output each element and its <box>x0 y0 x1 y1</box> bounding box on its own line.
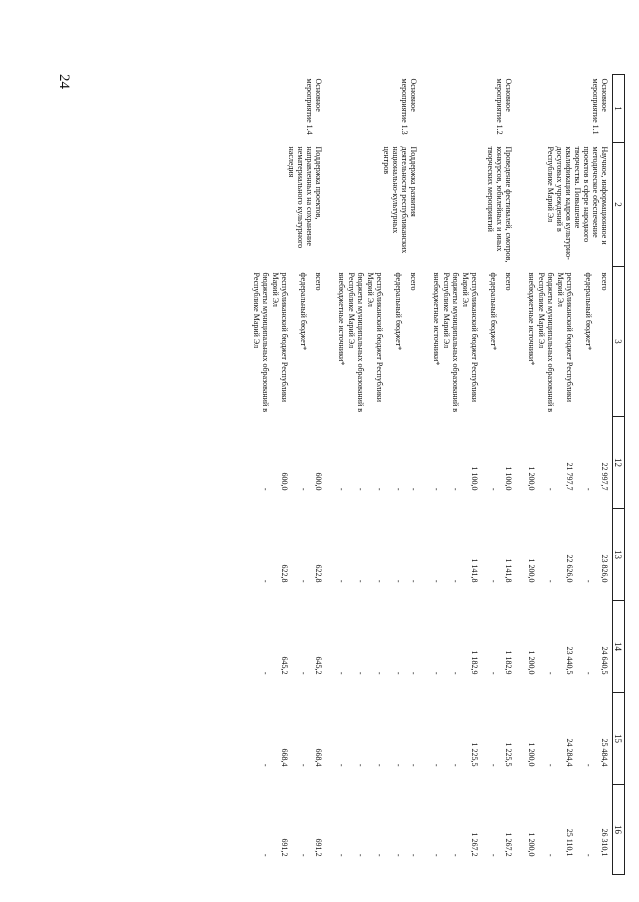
activity-code: Основное мероприятие 1.1 <box>591 78 609 135</box>
value-cell-15: - <box>546 763 556 767</box>
col-header: 16 <box>613 785 625 875</box>
funding-source: федеральный бюджет* <box>584 272 594 351</box>
activity-code: Основное мероприятие 1.4 <box>305 78 324 135</box>
funding-source: внебюджетные источники* <box>527 272 537 366</box>
value-cell-16: - <box>337 853 347 857</box>
funding-source: республиканский бюджет Республики Марий Эл <box>556 272 575 403</box>
value-cell-13: 1 141,8 <box>470 558 480 583</box>
table-row <box>499 75 518 875</box>
value-cell-14: 23 440,5 <box>565 646 575 675</box>
value-cell-15: - <box>489 763 499 767</box>
value-cell-13: - <box>409 579 419 583</box>
value-cell-14: - <box>546 671 556 675</box>
value-cell-14: - <box>299 671 309 675</box>
value-cell-14: 24 640,5 <box>600 646 609 675</box>
activity-title: Поддержка развития деятельности республиканских национально-культурных центров <box>382 146 419 254</box>
value-cell-16: 1 267,2 <box>470 832 480 857</box>
value-cell-16: - <box>451 853 461 857</box>
value-cell-12: 600,0 <box>280 472 290 491</box>
value-cell-15: 1 225,5 <box>504 742 514 767</box>
value-cell-12: - <box>451 487 461 491</box>
value-cell-16: - <box>409 853 419 857</box>
col-header: 12 <box>613 417 625 509</box>
value-cell-16: 691,2 <box>280 838 290 857</box>
value-cell-15: 1 200,0 <box>527 742 537 767</box>
funding-source: бюджеты муниципальных образований в Республике Марий Эл <box>537 272 556 413</box>
rotated-page <box>115 74 625 874</box>
funding-source: внебюджетные источники* <box>337 272 347 366</box>
value-cell-13: - <box>337 579 347 583</box>
value-cell-12: - <box>337 487 347 491</box>
value-cell-15: - <box>451 763 461 767</box>
value-cell-16: - <box>432 853 442 857</box>
value-cell-15: 668,4 <box>314 748 324 767</box>
value-cell-13: - <box>299 579 309 583</box>
value-cell-16: - <box>356 853 366 857</box>
value-cell-13: - <box>375 579 385 583</box>
value-cell-14: - <box>584 671 594 675</box>
value-cell-12: - <box>409 487 419 491</box>
value-cell-13: 22 626,0 <box>565 554 575 583</box>
value-cell-14: - <box>409 671 419 675</box>
value-cell-16: 1 267,2 <box>504 832 514 857</box>
value-cell-12: - <box>261 487 271 491</box>
value-cell-13: - <box>451 579 461 583</box>
funding-source: всего <box>504 272 514 291</box>
value-cell-15: - <box>375 763 385 767</box>
value-cell-12: 22 997,7 <box>600 462 609 491</box>
col-header: 13 <box>613 509 625 601</box>
funding-source: всего <box>409 272 419 291</box>
table-row <box>594 75 613 875</box>
value-cell-16: 25 110,1 <box>565 828 575 857</box>
value-cell-12: - <box>432 487 442 491</box>
col-header: 15 <box>613 693 625 785</box>
funding-source: федеральный бюджет* <box>394 272 404 351</box>
value-cell-15: 668,4 <box>280 748 290 767</box>
value-cell-14: 645,2 <box>314 656 324 675</box>
funding-source: всего <box>600 272 609 291</box>
value-cell-15: - <box>337 763 347 767</box>
funding-table <box>252 74 626 875</box>
value-cell-15: - <box>261 763 271 767</box>
value-cell-13: - <box>489 579 499 583</box>
value-cell-15: - <box>432 763 442 767</box>
value-cell-13: - <box>546 579 556 583</box>
funding-source: бюджеты муниципальных образований в Республике Марий Эл <box>252 272 271 413</box>
table-row <box>309 75 328 875</box>
value-cell-12: 1 200,0 <box>527 466 537 491</box>
value-cell-16: - <box>299 853 309 857</box>
funding-source: республиканский бюджет Республики Марий Эл <box>271 272 290 403</box>
value-cell-15: 24 284,4 <box>565 738 575 767</box>
activity-title: Научное, информационное и методическое обеспечение проектов в сфере народного творчества. Повышение квалификации кадров культурно-досуговых учреждений в Республике Марий Эл <box>546 146 609 260</box>
value-cell-15: 25 484,4 <box>600 738 609 767</box>
table-body <box>252 75 613 875</box>
value-cell-12: 21 797,7 <box>565 462 575 491</box>
value-cell-14: - <box>432 671 442 675</box>
value-cell-16: - <box>375 853 385 857</box>
value-cell-12: - <box>375 487 385 491</box>
activity-title: Поддержка проектов, направленных на сохранение нематериального культурного наследия <box>287 146 324 249</box>
value-cell-13: - <box>261 579 271 583</box>
value-cell-14: 1 182,9 <box>504 650 514 675</box>
funding-source: бюджеты муниципальных образований в Республике Марий Эл <box>442 272 461 413</box>
value-cell-12: - <box>356 487 366 491</box>
funding-source: внебюджетные источники* <box>432 272 442 366</box>
funding-source: республиканский бюджет Республики Марий Эл <box>366 272 385 403</box>
value-cell-12: - <box>546 487 556 491</box>
activity-code: Основное мероприятие 1.2 <box>495 78 514 135</box>
value-cell-12: 1 100,0 <box>470 466 480 491</box>
value-cell-14: 645,2 <box>280 656 290 675</box>
table-row <box>404 75 423 875</box>
value-cell-15: - <box>584 763 594 767</box>
value-cell-12: - <box>394 487 404 491</box>
value-cell-16: - <box>394 853 404 857</box>
funding-source: бюджеты муниципальных образований в Республике Марий Эл <box>347 272 366 413</box>
value-cell-14: 1 200,0 <box>527 650 537 675</box>
col-header: 3 <box>613 267 625 417</box>
value-cell-12: 600,0 <box>314 472 324 491</box>
value-cell-15: - <box>356 763 366 767</box>
value-cell-13: - <box>584 579 594 583</box>
header-row <box>613 75 625 875</box>
value-cell-15: - <box>409 763 419 767</box>
col-header: 2 <box>613 143 625 267</box>
value-cell-13: - <box>356 579 366 583</box>
activity-title: Проведение фестивалей, смотров, конкурсов, юбилейных и иных творческих мероприятий <box>486 146 514 263</box>
value-cell-16: - <box>546 853 556 857</box>
value-cell-13: 622,8 <box>314 564 324 583</box>
col-header: 14 <box>613 601 625 693</box>
value-cell-13: 23 826,0 <box>600 554 609 583</box>
value-cell-12: - <box>584 487 594 491</box>
value-cell-16: 691,2 <box>314 838 324 857</box>
page-number: 24 <box>56 74 72 89</box>
value-cell-16: - <box>584 853 594 857</box>
value-cell-14: - <box>394 671 404 675</box>
value-cell-16: 1 200,0 <box>527 832 537 857</box>
funding-source: всего <box>314 272 324 291</box>
value-cell-15: - <box>299 763 309 767</box>
value-cell-15: 1 225,5 <box>470 742 480 767</box>
value-cell-12: - <box>299 487 309 491</box>
value-cell-13: 622,8 <box>280 564 290 583</box>
value-cell-16: - <box>261 853 271 857</box>
value-cell-14: 1 182,9 <box>470 650 480 675</box>
value-cell-15: - <box>394 763 404 767</box>
value-cell-16: 26 310,1 <box>600 828 609 857</box>
value-cell-16: - <box>489 853 499 857</box>
value-cell-14: - <box>261 671 271 675</box>
value-cell-14: - <box>356 671 366 675</box>
value-cell-13: 1 141,8 <box>504 558 514 583</box>
funding-source: федеральный бюджет* <box>489 272 499 351</box>
funding-source: республиканский бюджет Республики Марий Эл <box>461 272 480 403</box>
funding-source: федеральный бюджет* <box>299 272 309 351</box>
value-cell-14: - <box>451 671 461 675</box>
value-cell-12: - <box>489 487 499 491</box>
activity-code: Основное мероприятие 1.3 <box>400 78 419 135</box>
value-cell-13: - <box>394 579 404 583</box>
value-cell-13: 1 200,0 <box>527 558 537 583</box>
value-cell-14: - <box>337 671 347 675</box>
value-cell-14: - <box>489 671 499 675</box>
col-header: 1 <box>613 75 625 143</box>
value-cell-13: - <box>432 579 442 583</box>
value-cell-14: - <box>375 671 385 675</box>
value-cell-12: 1 100,0 <box>504 466 514 491</box>
